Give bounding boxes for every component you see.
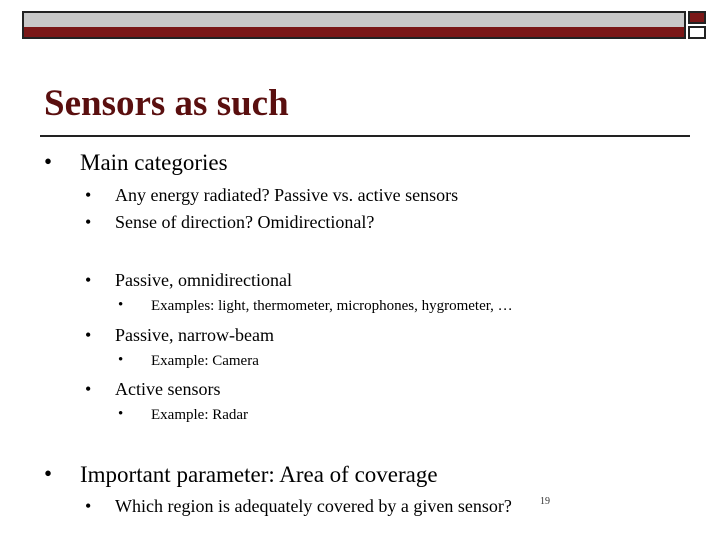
example-passive-omni: Examples: light, thermometer, microphones, hygrometer, …	[151, 298, 513, 314]
example-passive-narrow: Example: Camera	[151, 353, 259, 369]
sub-bullet-active: Active sensors	[115, 379, 221, 399]
bullet-icon: •	[85, 270, 92, 290]
bullet-important-parameter: Important parameter: Area of coverage	[80, 462, 438, 487]
sub-bullet-region: Which region is adequately covered by a given sensor?	[115, 496, 512, 516]
bullet-main-categories: Main categories	[80, 150, 228, 175]
bullet-icon: •	[44, 461, 53, 486]
sub-bullet-energy: Any energy radiated? Passive vs. active sensors	[115, 185, 459, 205]
bullet-icon: •	[85, 379, 92, 399]
sub-bullet-direction: Sense of direction? Omidirectional?	[115, 212, 375, 232]
bullet-icon: •	[118, 406, 124, 422]
header-banner-stripe	[24, 27, 684, 37]
sub-bullet-passive-omni: Passive, omnidirectional	[115, 270, 292, 290]
bullet-icon: •	[118, 297, 124, 313]
bullet-icon: •	[85, 325, 92, 345]
header-banner	[22, 11, 686, 39]
bullet-icon: •	[85, 496, 92, 516]
bullet-icon: •	[118, 352, 124, 368]
bullet-icon: •	[85, 212, 92, 232]
sub-bullet-passive-narrow: Passive, narrow-beam	[115, 325, 274, 345]
bullet-icon: •	[44, 149, 53, 174]
example-active: Example: Radar	[151, 407, 249, 423]
slide-number: 19	[540, 496, 550, 507]
corner-box-top	[688, 11, 706, 24]
corner-box-bottom	[688, 26, 706, 39]
slide-title: Sensors as such	[44, 83, 289, 124]
title-divider	[40, 135, 690, 137]
bullet-icon: •	[85, 185, 92, 205]
